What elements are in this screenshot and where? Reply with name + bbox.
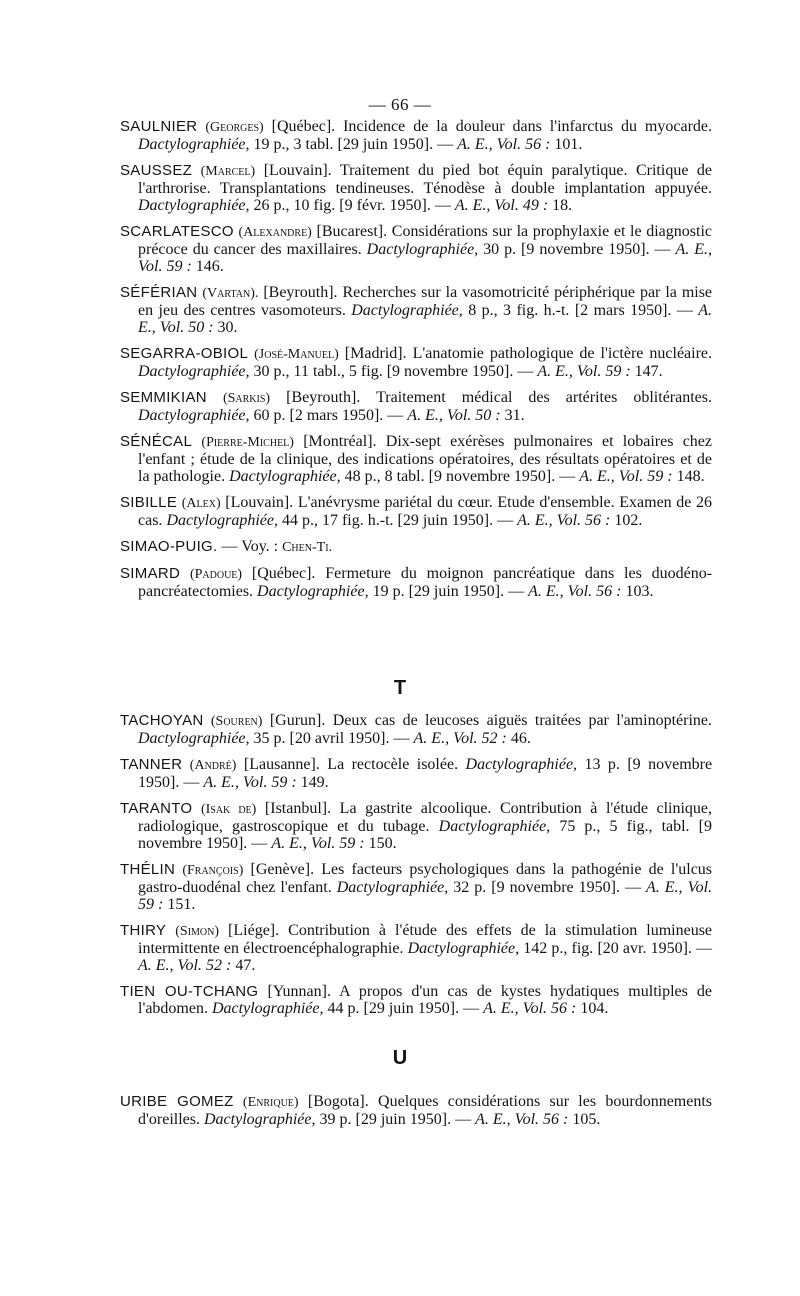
- place: [Bucarest].: [316, 223, 388, 240]
- author-surname: SÉFÉRIAN: [120, 284, 198, 301]
- page-number: — 66 —: [368, 95, 432, 114]
- bibliography-entry: [120, 922, 712, 974]
- place: [Montréal].: [303, 433, 377, 450]
- thesis-title: Deux cas de leucoses aiguës traitées par l'aminoptérine.: [332, 712, 712, 729]
- place: [Beyrouth].: [286, 389, 361, 406]
- bibliography-entry: [120, 345, 712, 380]
- publication-type: Dactylographiée,: [211, 1000, 324, 1017]
- bibliography-entry: [120, 756, 712, 791]
- publication-type: Dactylographiée,: [257, 583, 369, 600]
- publication-details: 30 p. [9 novembre 1950]. —: [483, 241, 671, 258]
- publication-details: 8 p., 3 fig. h.-t. [2 mars 1950]. —: [468, 302, 693, 319]
- annales-volume: A. E., Vol. 50 :: [407, 407, 501, 424]
- place: [Louvain].: [263, 162, 332, 179]
- author-surname: SAUSSEZ: [120, 162, 193, 179]
- publication-type: Dactylographiée,: [138, 136, 250, 153]
- thesis-title: Traitement du pied bot équin paralytique. Critique de l'arthrorise. Transplantations tendineuses. Ténodèse à double implantation appuyée.: [138, 162, 713, 197]
- annales-volume: A. E., Vol. 59 :: [537, 363, 631, 380]
- annales-reference: 18.: [552, 197, 573, 214]
- author-surname: SAULNIER: [120, 118, 198, 135]
- section-s-entries: [120, 118, 712, 609]
- publication-type: Dactylographiée,: [336, 879, 449, 896]
- author-surname: SEGARRA-OBIOL: [120, 345, 249, 362]
- annales-reference: 149.: [300, 774, 329, 791]
- author-surname: SCARLATESCO: [120, 223, 234, 240]
- author-given-name: (Simon): [175, 924, 220, 939]
- publication-type: Dactylographiée,: [407, 940, 520, 957]
- bibliography-entry: [120, 118, 712, 153]
- author-surname: SIMARD: [120, 565, 181, 582]
- publication-details: 48 p., 8 tabl. [9 novembre 1950]. —: [344, 468, 576, 485]
- publication-details: 44 p., 17 fig. h.-t. [29 juin 1950]. —: [281, 512, 514, 529]
- annales-reference: 102.: [614, 512, 643, 529]
- annales-volume: A. E., Vol. 59 :: [203, 774, 297, 791]
- author-given-name: (Isak de): [200, 802, 257, 817]
- publication-details: 39 p. [29 juin 1950]. —: [319, 1111, 472, 1128]
- author-given-name: (Marcel): [200, 164, 256, 179]
- place: [Lausanne].: [243, 756, 320, 773]
- publication-details: 60 p. [2 mars 1950]. —: [253, 407, 404, 424]
- publication-type: Dactylographiée,: [166, 512, 278, 529]
- place: [Genève].: [250, 861, 315, 878]
- annales-reference: 30.: [217, 319, 238, 336]
- annales-volume: A. E., Vol. 59 :: [138, 241, 712, 275]
- bibliography-entry: [120, 433, 712, 485]
- bibliography-entry: [120, 565, 712, 600]
- publication-details: 30 p., 11 tabl., 5 fig. [9 novembre 1950]. —: [253, 363, 534, 380]
- publication-details: 75 p., 5 fig., tabl. [9 novembre 1950]. —: [138, 818, 713, 852]
- author-given-name: (André): [189, 758, 237, 773]
- annales-reference: 150.: [368, 835, 397, 852]
- author-surname: SIMAO-PUIG.: [120, 538, 218, 555]
- bibliography-entry: [120, 712, 712, 747]
- author-surname: TANNER: [120, 756, 183, 773]
- publication-type: Dactylographiée,: [366, 241, 479, 258]
- see-also-reference: Chen-Ti.: [282, 540, 333, 555]
- thesis-title: La rectocèle isolée.: [327, 756, 459, 773]
- publication-type: Dactylographiée,: [351, 302, 463, 319]
- publication-details: 19 p. [29 juin 1950]. —: [372, 583, 525, 600]
- bibliography-entry: [120, 1093, 712, 1128]
- thesis-title: La gastrite alcoolique. Contribution à l'étude clinique, radiologique, gastroscopique et du tubage.: [138, 800, 713, 835]
- thesis-title: Contribution à l'étude des effets de la stimulation lumineuse intermittente en électroencéphalographie.: [138, 922, 713, 957]
- publication-type: Dactylographiée,: [438, 818, 551, 835]
- thesis-title: A propos d'un cas de kystes hydatiques multiples de l'abdomen.: [138, 983, 712, 1017]
- publication-type: Dactylographiée,: [138, 363, 250, 380]
- section-letter-t: T: [393, 677, 407, 699]
- bibliography-entry: [120, 494, 712, 529]
- author-surname: TACHOYAN: [120, 712, 204, 729]
- annales-reference: 146.: [195, 258, 224, 275]
- annales-volume: A. E., Vol. 56 :: [475, 1111, 569, 1128]
- place: [Liége].: [228, 922, 280, 939]
- thesis-title: Considérations sur la prophylaxie et le diagnostic précoce du cancer des maxillaires.: [138, 223, 712, 258]
- publication-details: 13 p. [9 novembre 1950]. —: [138, 756, 713, 791]
- bibliography-entry: [120, 800, 712, 852]
- author-given-name: (Alex): [181, 496, 221, 511]
- place: [Québec].: [251, 565, 316, 582]
- author-given-name: (Souren): [210, 714, 263, 729]
- publication-type: Dactylographiée,: [203, 1111, 316, 1128]
- annales-volume: A. E., Vol. 52 :: [413, 730, 507, 747]
- annales-volume: A. E., Vol. 56 :: [483, 1000, 577, 1017]
- annales-reference: 104.: [580, 1000, 609, 1017]
- author-given-name: (Alexandre): [238, 225, 312, 240]
- thesis-title: L'anatomie pathologique de l'ictère nucléaire.: [412, 345, 713, 362]
- publication-type: Dactylographiée,: [138, 197, 250, 214]
- place: [Beyrouth].: [263, 284, 338, 301]
- thesis-title: Dix-sept exérèses pulmonaires et lobaires chez l'enfant ; étude de la clinique, des indications opératoires, des résultats opératoires et de la pathologie.: [138, 433, 712, 485]
- publication-details: 44 p. [29 juin 1950]. —: [327, 1000, 480, 1017]
- publication-details: 35 p. [20 avril 1950]. —: [253, 730, 410, 747]
- annales-volume: A. E., Vol. 50 :: [138, 302, 713, 336]
- bibliography-entry: [120, 223, 712, 275]
- author-surname: SEMMIKIAN: [120, 389, 207, 406]
- author-given-name: (José-Manuel): [254, 347, 339, 362]
- annales-volume: A. E., Vol. 59 :: [138, 879, 713, 913]
- author-given-name: (Vartan).: [202, 286, 259, 301]
- annales-volume: A. E., Vol. 59 :: [271, 835, 365, 852]
- annales-reference: 101.: [554, 136, 583, 153]
- thesis-title: Recherches sur la vasomotricité périphérique par la mise en jeu des centres vasomoteurs.: [138, 284, 713, 319]
- place: [Québec].: [271, 118, 336, 135]
- annales-reference: 147.: [634, 363, 663, 380]
- publication-type: Dactylographiée,: [229, 468, 341, 485]
- bibliography-entry: [120, 284, 712, 336]
- place: [Gurun].: [269, 712, 326, 729]
- author-surname: THÉLIN: [120, 861, 176, 878]
- publication-type: Dactylographiée,: [138, 407, 250, 424]
- publication-details: 26 p., 10 fig. [9 févr. 1950]. —: [253, 197, 451, 214]
- bibliography-entry: [120, 538, 712, 556]
- section-u-entries: [120, 1093, 712, 1137]
- bibliography-entry: [120, 861, 712, 913]
- annales-reference: 31.: [504, 407, 525, 424]
- thesis-title: Les facteurs psychologiques dans la pathogénie de l'ulcus gastro-duodénal chez l'enfant.: [138, 861, 713, 896]
- annales-reference: 103.: [625, 583, 654, 600]
- annales-volume: A. E., Vol. 56 :: [528, 583, 622, 600]
- author-surname: TARANTO: [120, 800, 193, 817]
- thesis-title: Quelques considérations sur les bourdonnements d'oreilles.: [138, 1093, 713, 1128]
- thesis-title: Traitement médical des artérites oblitérantes.: [376, 389, 713, 406]
- place: [Yunnan].: [267, 983, 331, 1000]
- annales-reference: 151.: [167, 896, 196, 913]
- annales-volume: A. E., Vol. 56 :: [517, 512, 611, 529]
- thesis-title: Fermeture du moignon pancréatique dans les duodéno-pancréatectomies.: [138, 565, 713, 600]
- annales-reference: 46.: [510, 730, 531, 747]
- author-given-name: (Enrique): [242, 1095, 299, 1110]
- bibliography-entry: [120, 983, 712, 1017]
- publication-type: Dactylographiée,: [138, 730, 250, 747]
- author-surname: SIBILLE: [120, 494, 178, 511]
- author-given-name: (François): [182, 863, 244, 878]
- author-surname: URIBE GOMEZ: [120, 1093, 234, 1110]
- section-letter-u: U: [392, 1047, 408, 1069]
- annales-volume: A. E., Vol. 59 :: [579, 468, 673, 485]
- author-surname: THIRY: [120, 922, 167, 939]
- publication-details: 142 p., fig. [20 avr. 1950]. —: [523, 940, 713, 957]
- author-given-name: (Sarkis): [222, 391, 271, 406]
- thesis-title: Incidence de la douleur dans l'infarctus du myocarde.: [343, 118, 713, 135]
- annales-reference: 105.: [572, 1111, 601, 1128]
- annales-volume: A. E., Vol. 52 :: [138, 957, 232, 974]
- author-given-name: (Padoue): [189, 567, 243, 582]
- place: [Madrid].: [344, 345, 407, 362]
- publication-type: Dactylographiée,: [465, 756, 578, 773]
- bibliography-entry: [120, 389, 712, 424]
- publication-details: 32 p. [9 novembre 1950]. —: [453, 879, 641, 896]
- annales-reference: 47.: [235, 957, 256, 974]
- annales-volume: A. E., Vol. 49 :: [454, 197, 549, 214]
- author-surname: SÉNÉCAL: [120, 433, 193, 450]
- bibliography-entry: [120, 162, 712, 214]
- annales-reference: 148.: [676, 468, 705, 485]
- publication-details: 19 p., 3 tabl. [29 juin 1950]. —: [253, 136, 454, 153]
- thesis-title: L'anévrysme pariétal du cœur. Etude d'ensemble. Examen de 26 cas.: [138, 494, 713, 529]
- place: [Istanbul].: [264, 800, 332, 817]
- section-t-entries: [120, 712, 712, 1026]
- annales-volume: A. E., Vol. 56 :: [457, 136, 551, 153]
- thesis-title: — Voy. :: [221, 538, 279, 555]
- author-surname: TIEN OU-TCHANG: [120, 983, 259, 1000]
- place: [Louvain].: [225, 494, 294, 511]
- author-given-name: (Pierre-Michel): [201, 435, 294, 450]
- place: [Bogota].: [307, 1093, 369, 1110]
- author-given-name: (Georges): [205, 120, 264, 135]
